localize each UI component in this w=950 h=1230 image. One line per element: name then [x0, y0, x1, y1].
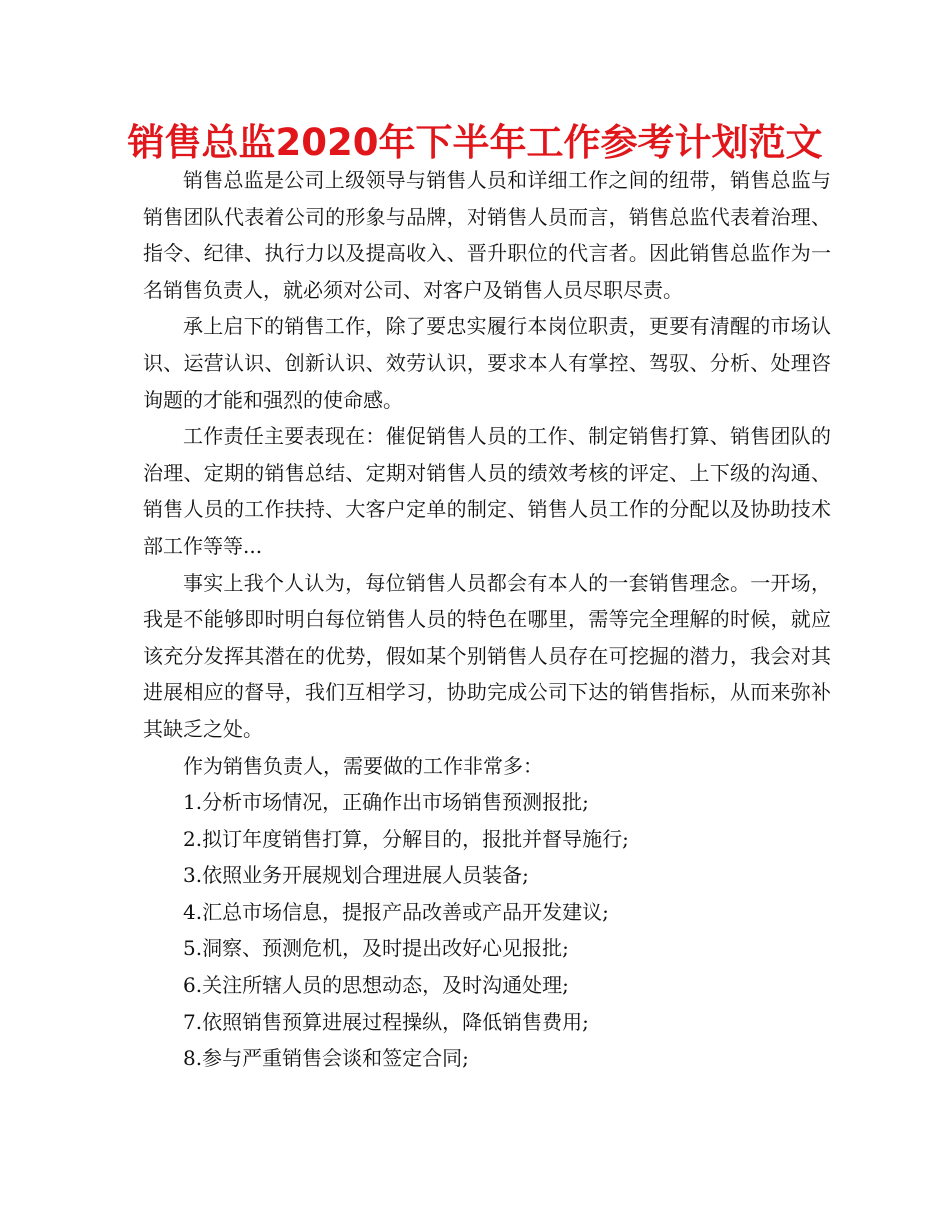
list-item: 7.依照销售预算进展过程操纵，降低销售费用; — [183, 1009, 589, 1034]
document-title: 销售总监2020年下半年工作参考计划范文 — [127, 121, 823, 164]
list-item: 5.洞察、预测危机，及时提出改好心见报批; — [183, 936, 569, 961]
paragraph-work-duties: 工作责任主要表现在：催促销售人员的工作、制定销售打算、销售团队的治理、定期的销售总结、定期对销售人员的绩效考核的评定、上下级的沟通、销售人员的工作扶持、大客户定单的制定、销售人员工作的分配以及协助技术部工作等等... — [143, 424, 831, 558]
list-item: 1.分析市场情况，正确作出市场销售预测报批; — [183, 790, 589, 815]
list-item: 2.拟订年度销售打算，分解目的，报批并督导施行; — [183, 826, 629, 851]
paragraph-intro: 销售总监是公司上级领导与销售人员和详细工作之间的纽带，销售总监与销售团队代表着公司的形象与品牌，对销售人员而言，销售总监代表着治理、指令、纪律、执行力以及提高收入、晋升职位的代言者。因此销售总监作为一名销售负责人，就必须对公司、对客户及销售人员尽职尽责。 — [143, 168, 831, 302]
paragraph-sales-philosophy: 事实上我个人认为，每位销售人员都会有本人的一套销售理念。一开场，我是不能够即时明白每位销售人员的特色在哪里，需等完全理解的时候，就应该充分发挥其潜在的优势，假如某个别销售人员存在可挖掘的潜力，我会对其进展相应的督导，我们互相学习，协助完成公司下达的销售指标，从而来弥补其缺乏之处。 — [143, 570, 831, 741]
list-item: 6.关注所辖人员的思想动态，及时沟通处理; — [183, 973, 569, 998]
list-item: 8.参与严重销售会谈和签定合同; — [183, 1046, 469, 1071]
document-body — [143, 162, 831, 1077]
paragraph-responsibility: 承上启下的销售工作，除了要忠实履行本岗位职责，更要有清醒的市场认识、运营认识、创新认识、效劳认识，要求本人有掌控、驾驭、分析、处理咨询题的才能和强烈的使命感。 — [143, 314, 831, 412]
list-item: 4.汇总市场信息，提报产品改善或产品开发建议; — [183, 899, 609, 924]
list-item: 3.依照业务开展规划合理进展人员装备; — [183, 863, 529, 888]
paragraph-list-intro: 作为销售负责人，需要做的工作非常多： — [183, 753, 543, 778]
